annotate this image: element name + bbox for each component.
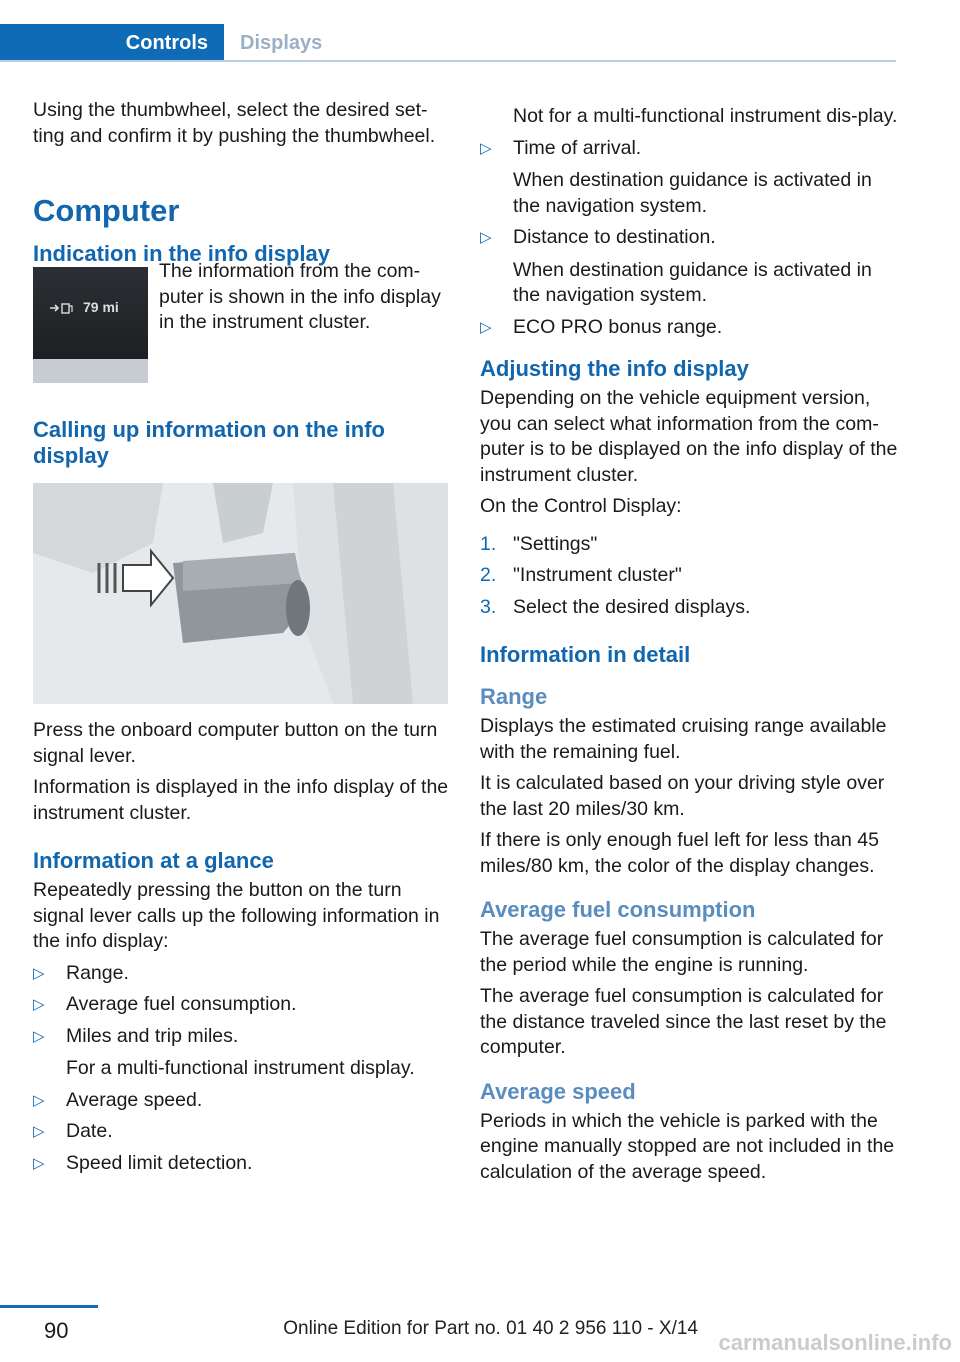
turn-signal-lever-image [33,483,448,704]
indication-block [33,260,451,421]
tab-controls[interactable]: Controls [0,24,224,62]
header-rule [0,60,896,62]
list-item: ▷ Speed limit detection. [33,1151,451,1177]
page-header [0,0,960,62]
heading-range: Range [480,684,548,709]
tab-displays[interactable]: Displays [240,31,323,54]
left-column [33,98,451,1182]
list-item: ▷ ECO PRO bonus range. [480,315,898,341]
footer-rule [0,1305,98,1308]
indication-text: The information from the com‐puter is shown in the info display in the instrument cluster. [159,260,441,333]
glance-list-continued [480,104,898,340]
list-item: ▷ Average speed. [33,1088,451,1114]
bullet-icon: ▷ [480,229,492,246]
range-text-1: Displays the estimated cruising range available with the remaining fuel. [480,715,887,763]
heading-computer: Computer [33,193,180,228]
range-icon [49,302,75,314]
list-item: ▷ Distance to destination. When destination guidance is activated in the navigation system. [480,225,898,309]
heading-detail: Information in detail [480,642,691,667]
bullet-icon: ▷ [33,964,45,982]
info-readout-value: 79 mi [83,299,119,315]
list-item: ▷ Date. [33,1119,451,1145]
heading-indication: Indication in the info display [33,241,331,266]
bullet-icon: ▷ [33,1123,45,1140]
glance-text: Repeatedly pressing the button on the turn signal lever calls up the following information in the info display: [33,879,440,952]
list-item: ▷ Average fuel consumption. [33,992,451,1018]
adjusting-text: Depending on the vehicle equipment version, you can select what information from the com‐puter is to be displayed on the info display of the instrument cluster. [480,387,898,486]
info-displayed-text: Information is displayed in the info display of the instrument cluster. [33,776,449,824]
bullet-icon: ▷ [33,996,45,1013]
list-item: ▷ Time of arrival. When destination guidance is activated in the navigation system. [480,136,898,220]
steps-list [480,532,898,621]
range-text-2: It is calculated based on your driving style over the last 20 miles/30 km. [480,772,885,820]
step-item: 3. Select the desired displays. [480,595,751,618]
speed-text-1: Periods in which the vehicle is parked with the engine manually stopped are not included in the calculation of the average speed. [480,1109,895,1183]
heading-calling-up: Calling up information on the info display [33,417,385,468]
step-item: 1. "Settings" [480,532,598,555]
bullet-icon: ▷ [33,1027,45,1045]
list-item [480,104,898,130]
turn-signal-lever-illustration [33,483,448,704]
glance-list [33,961,451,1177]
bullet-icon: ▷ [480,318,492,336]
edition-text: Online Edition for Part no. 01 40 2 956 110 - X/14 [283,1318,698,1339]
list-item-sub: For a multi-functional instrument display. [66,1057,415,1079]
right-column [480,104,898,1191]
heading-glance: Information at a glance [33,848,274,873]
control-display-text: On the Control Display: [480,495,682,517]
info-readout [49,295,119,321]
bullet-icon: ▷ [33,1091,45,1109]
list-item-sub: When destination guidance is activated in the navigation system. [513,169,872,217]
range-text-3: If there is only enough fuel left for less than 45 miles/80 km, the color of the display changes. [480,829,879,877]
list-item-sub: Not for a multi-functional instrument dis‐play. [513,105,898,127]
press-text: Press the onboard computer button on the turn signal lever. [33,719,438,767]
info-display-image [33,267,148,383]
bullet-icon: ▷ [33,1154,45,1172]
list-item-sub: When destination guidance is activated in the navigation system. [513,258,872,306]
heading-adjusting: Adjusting the info display [480,356,749,381]
intro-text: Using the thumbwheel, select the desired set‐ting and confirm it by pushing the thumbwheel. [33,99,436,147]
heading-fuel: Average fuel consumption [480,897,756,922]
fuel-text-1: The average fuel consumption is calculated for the period while the engine is running. [480,928,884,976]
watermark: carmanualsonline.info [718,1330,952,1355]
fuel-text-2: The average fuel consumption is calculated for the distance traveled since the last reset by the computer. [480,985,887,1058]
step-item: 2. "Instrument cluster" [480,564,682,586]
page-number: 90 [44,1318,69,1343]
list-item: ▷ Miles and trip miles. For a multi-functional instrument display. [33,1024,451,1082]
list-item: ▷ Range. [33,961,451,987]
heading-speed: Average speed [480,1078,636,1104]
bullet-icon: ▷ [480,139,492,157]
